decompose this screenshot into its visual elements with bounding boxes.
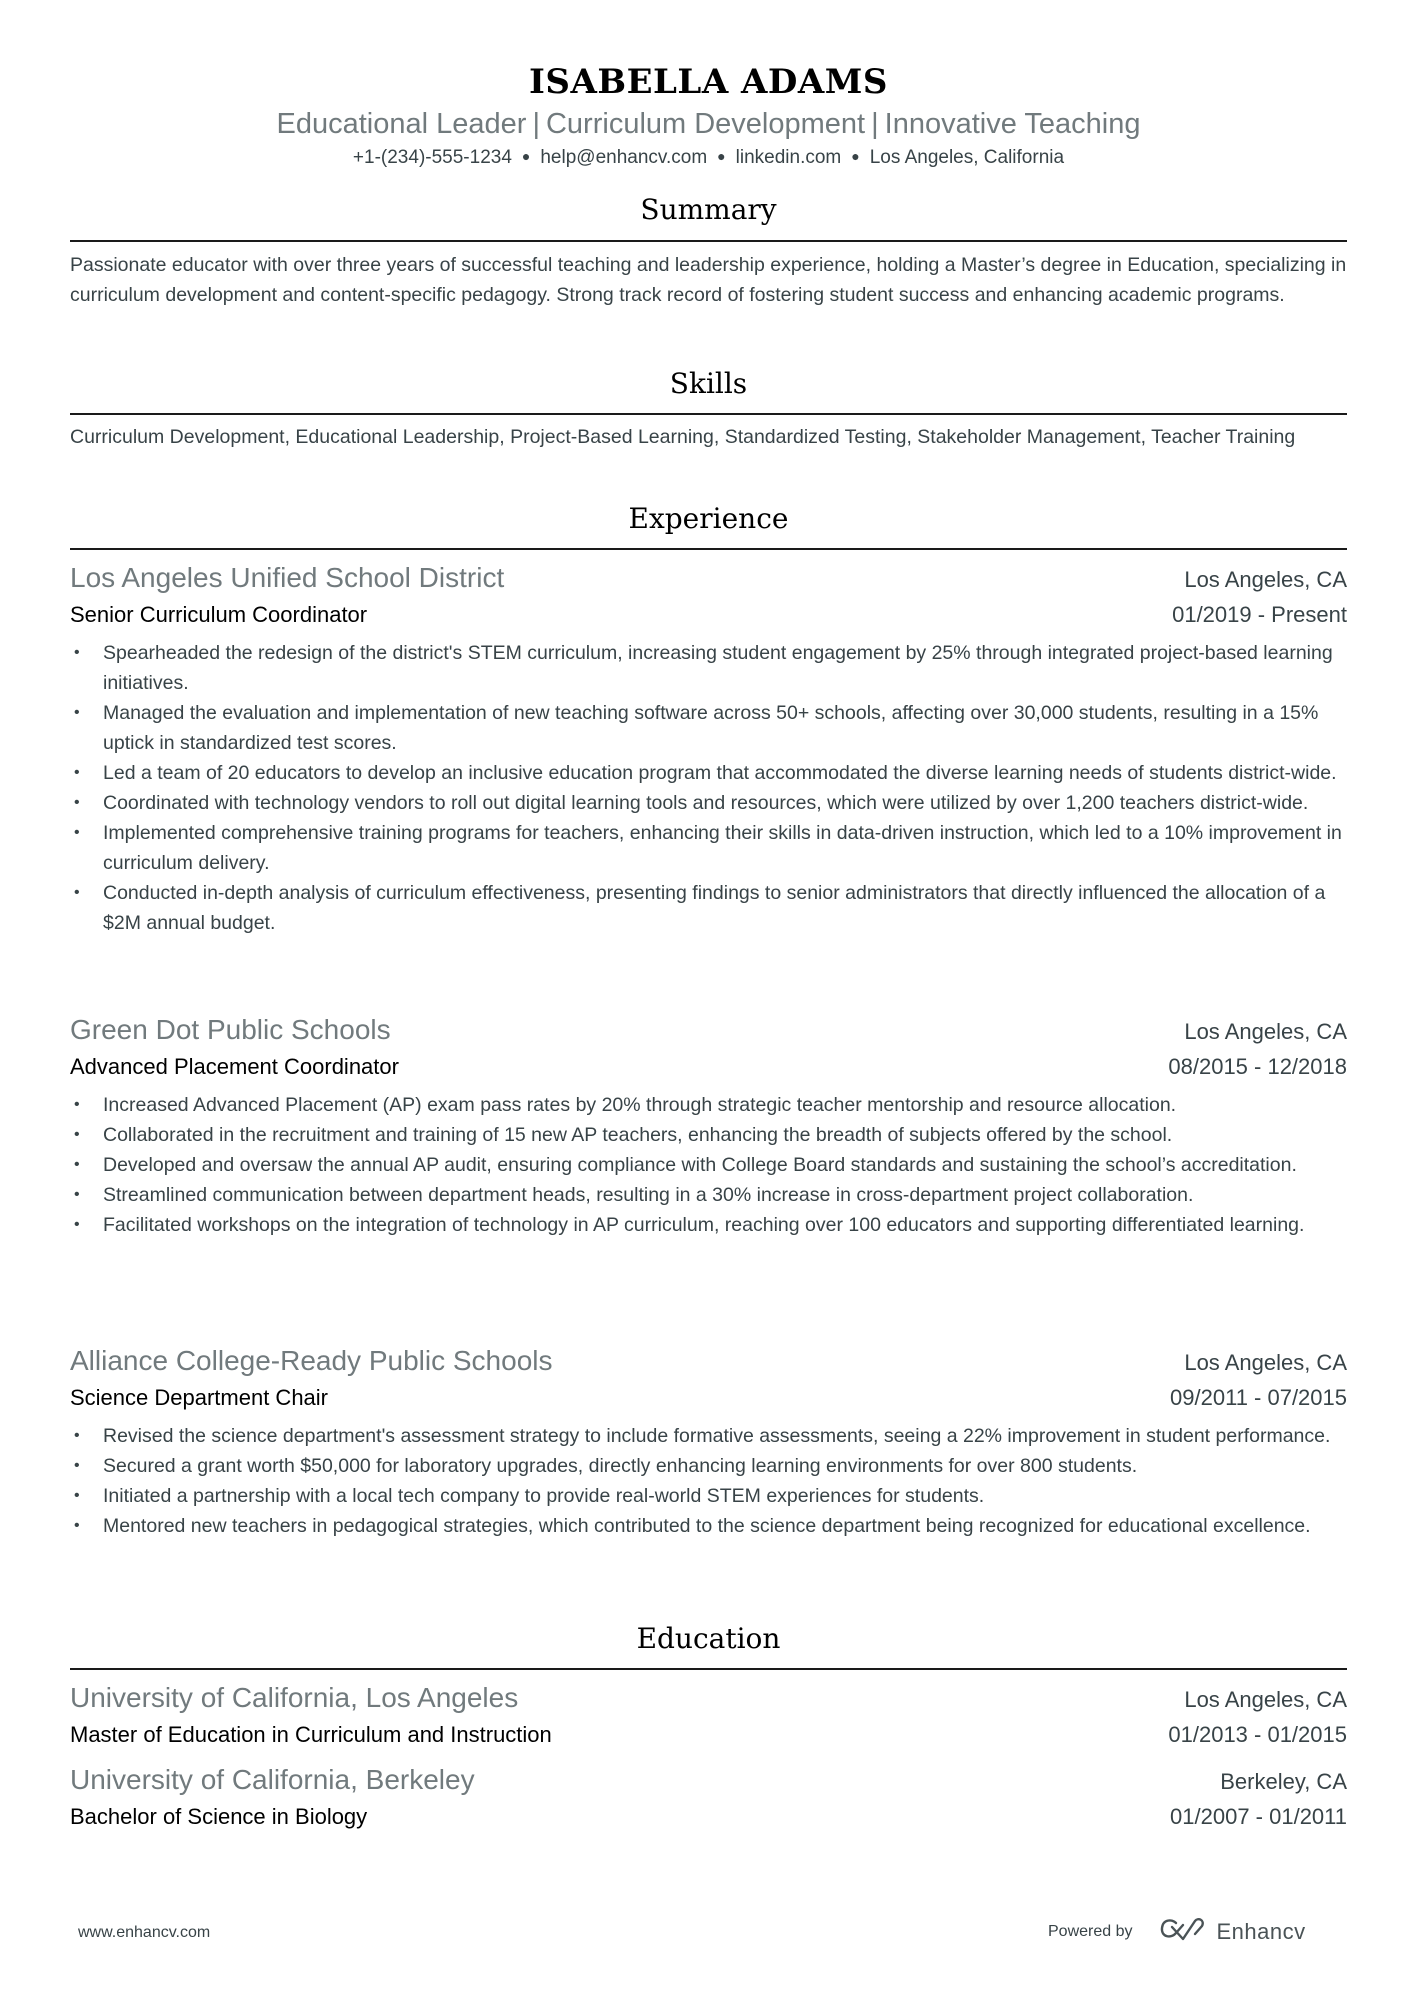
education-entry	[70, 1762, 1347, 1834]
section-divider	[70, 548, 1347, 550]
candidate-name: ISABELLA ADAMS	[529, 62, 888, 102]
bullet-list	[70, 1090, 1347, 1240]
bullet-item: • Initiated a partnership with a local tech company to provide real-world STEM experiences for students.	[70, 1481, 1347, 1511]
bullet-separator: ●	[521, 148, 531, 164]
bullet-list	[70, 638, 1347, 938]
bullet-item: • Mentored new teachers in pedagogical strategies, which contributed to the science department being recognized for educational excellence.	[70, 1511, 1347, 1541]
date-range: 01/2019 - Present	[1172, 602, 1347, 627]
bullet-item: • Managed the evaluation and implementation of new teaching software across 50+ schools, affecting over 30,000 students, resulting in a 15% uptick in standardized test scores.	[70, 698, 1347, 758]
bullet-item: • Facilitated workshops on the integration of technology in AP curriculum, reaching over 100 educators and supporting differentiated learning.	[70, 1210, 1347, 1240]
section-title-skills: Skills	[669, 367, 748, 400]
section-divider	[70, 240, 1347, 242]
experience-entry	[70, 560, 1347, 938]
entry-location: Los Angeles, CA	[1184, 567, 1347, 592]
skills-text: Curriculum Development, Educational Leadership, Project-Based Learning, Standardized Testing, Stakeholder Management, Teacher Training	[70, 426, 1296, 448]
organization: Los Angeles Unified School District	[70, 562, 505, 593]
headline	[70, 108, 1347, 141]
institution: University of California, Los Angeles	[70, 1682, 519, 1713]
powered-by-badge[interactable]	[1048, 1916, 1306, 1947]
headline-item: Educational Leader	[276, 108, 527, 140]
summary-text: Passionate educator with over three years of successful teaching and leadership experience, holding a Master’s degree in Education, specializing in curriculum development and content-specific pedagogy. Strong track record of fostering student success and enhancing academic programs.	[70, 254, 1347, 306]
linkedin-link[interactable]: linkedin.com	[735, 147, 842, 168]
enhancv-logo-icon	[1159, 1916, 1207, 1947]
bullet-item: • Developed and oversaw the annual AP audit, ensuring compliance with College Board standards and sustaining the school’s accreditation.	[70, 1150, 1347, 1180]
bullet-list	[70, 1421, 1347, 1541]
bullet-item: • Collaborated in the recruitment and training of 15 new AP teachers, enhancing the breadth of subjects offered by the school.	[70, 1120, 1347, 1150]
education-entry	[70, 1680, 1347, 1752]
job-title: Senior Curriculum Coordinator	[70, 602, 368, 627]
section-divider	[70, 413, 1347, 415]
section-divider	[70, 1668, 1347, 1670]
organization: Alliance College-Ready Public Schools	[70, 1345, 553, 1376]
bullet-item: • Revised the science department's assessment strategy to include formative assessments, seeing a 22% improvement in student performance.	[70, 1421, 1347, 1451]
bullet-item: • Led a team of 20 educators to develop an inclusive education program that accommodated the diverse learning needs of students district-wide.	[70, 758, 1347, 788]
separator: |	[871, 108, 879, 140]
bullet-item: • Secured a grant worth $50,000 for laboratory upgrades, directly enhancing learning environments for over 800 students.	[70, 1451, 1347, 1481]
bullet-item: • Streamlined communication between department heads, resulting in a 30% increase in cross-department project collaboration.	[70, 1180, 1347, 1210]
date-range: 09/2011 - 07/2015	[1170, 1385, 1347, 1410]
location: Los Angeles, California	[869, 147, 1065, 168]
section-title-summary: Summary	[640, 193, 777, 226]
organization: Green Dot Public Schools	[70, 1014, 391, 1045]
bullet-item: • Implemented comprehensive training programs for teachers, enhancing their skills in data-driven instruction, which led to a 10% improvement in curriculum delivery.	[70, 818, 1347, 878]
bullet-separator: ●	[717, 148, 726, 164]
experience-entry	[70, 1343, 1347, 1541]
powered-by-label: Powered by	[1048, 1922, 1133, 1940]
contact-info	[70, 147, 1347, 169]
bullet-separator: ●	[851, 148, 860, 164]
job-title: Advanced Placement Coordinator	[70, 1054, 399, 1079]
date-range: 01/2013 - 01/2015	[1168, 1722, 1347, 1747]
phone[interactable]: +1-(234)-555-1234	[352, 147, 512, 168]
brand-name: Enhancv	[1216, 1918, 1306, 1944]
date-range: 08/2015 - 12/2018	[1168, 1054, 1347, 1079]
entry-location: Los Angeles, CA	[1184, 1350, 1347, 1375]
headline-item: Curriculum Development	[545, 108, 866, 140]
job-title: Science Department Chair	[70, 1385, 329, 1410]
bullet-item: • Increased Advanced Placement (AP) exam pass rates by 20% through strategic teacher mentorship and resource allocation.	[70, 1090, 1347, 1120]
section-title-experience: Experience	[628, 502, 789, 535]
separator: |	[532, 108, 540, 140]
degree: Bachelor of Science in Biology	[70, 1804, 368, 1829]
entry-location: Los Angeles, CA	[1184, 1687, 1347, 1712]
entry-location: Berkeley, CA	[1220, 1769, 1347, 1794]
institution: University of California, Berkeley	[70, 1764, 475, 1795]
date-range: 01/2007 - 01/2011	[1170, 1804, 1347, 1829]
section-title-education: Education	[636, 1622, 781, 1655]
bullet-item: • Spearheaded the redesign of the district's STEM curriculum, increasing student engagement by 25% through integrated project-based learning initiatives.	[70, 638, 1347, 698]
degree: Master of Education in Curriculum and Instruction	[70, 1722, 552, 1747]
headline-item: Innovative Teaching	[884, 108, 1141, 140]
entry-location: Los Angeles, CA	[1184, 1019, 1347, 1044]
bullet-item: • Conducted in-depth analysis of curriculum effectiveness, presenting findings to senior administrators that directly influenced the allocation of a $2M annual budget.	[70, 878, 1347, 938]
experience-entry	[70, 1012, 1347, 1240]
bullet-item: • Coordinated with technology vendors to roll out digital learning tools and resources, which were utilized by over 1,200 teachers district-wide.	[70, 788, 1347, 818]
footer-website-link[interactable]: www.enhancv.com	[78, 1924, 211, 1941]
email-link[interactable]: help@enhancv.com	[540, 147, 708, 168]
